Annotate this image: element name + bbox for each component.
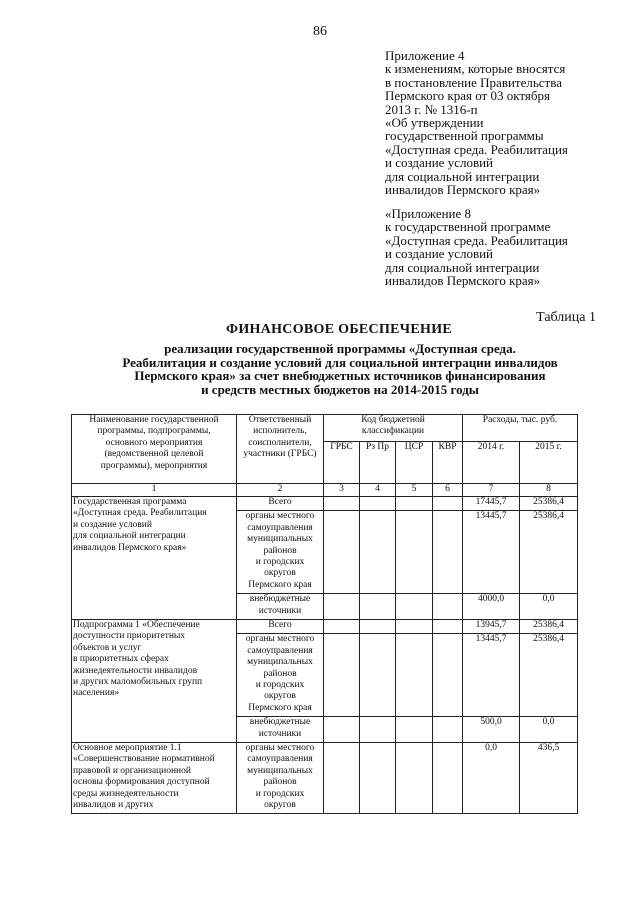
financing-table bbox=[71, 414, 578, 814]
expense-2015-cell: 25386,4 bbox=[520, 634, 578, 717]
executor-line: и городских bbox=[255, 557, 305, 568]
appendix-line: Приложение 4 bbox=[385, 48, 465, 63]
program-name-line: жизнедеятельности инвалидов bbox=[73, 665, 198, 676]
executor-line: самоуправления bbox=[247, 645, 313, 656]
program-name-line: инвалидов Пермского края» bbox=[73, 542, 187, 553]
header-rzpr: Рз Пр bbox=[360, 442, 396, 484]
executor-line: районов bbox=[263, 777, 297, 788]
expense-2015-cell: 25386,4 bbox=[520, 497, 578, 511]
code-kvr-cell bbox=[433, 619, 463, 633]
code-csr-cell bbox=[396, 634, 433, 717]
executor-cell bbox=[237, 594, 324, 620]
subheading-line: Реабилитация и создание условий для социальной интеграции инвалидов bbox=[122, 354, 558, 370]
code-csr-cell bbox=[396, 497, 433, 511]
program-name-line: населения» bbox=[73, 688, 120, 699]
executor-line: Пермского края bbox=[248, 702, 312, 713]
executor-line: муниципальных bbox=[247, 765, 313, 776]
code-csr-cell bbox=[396, 619, 433, 633]
col-number: 7 bbox=[463, 484, 520, 497]
executor-line: и городских bbox=[255, 788, 305, 799]
executor-line: муниципальных bbox=[247, 657, 313, 668]
code-grbs-cell bbox=[324, 619, 360, 633]
code-grbs-cell bbox=[324, 511, 360, 594]
program-name-line: и создание условий bbox=[73, 519, 152, 530]
executor-line: округов bbox=[264, 691, 296, 702]
document-heading: ФИНАНСОВОЕ ОБЕСПЕЧЕНИЕ bbox=[226, 322, 453, 337]
appendix-line: 2013 г. № 1316-п bbox=[385, 101, 478, 117]
col-number: 1 bbox=[72, 484, 237, 497]
program-name-line: для социальной интеграции bbox=[73, 531, 186, 542]
executor-cell bbox=[237, 511, 324, 594]
code-kvr-cell bbox=[433, 717, 463, 743]
col-number: 4 bbox=[360, 484, 396, 497]
executor-line: органы местного bbox=[245, 511, 315, 522]
subheading-line: и средств местных бюджетов на 2014-2015 годы bbox=[201, 381, 479, 397]
program-name-cell bbox=[72, 742, 237, 813]
program-name-line: объектов и услуг bbox=[73, 642, 142, 653]
col-number: 6 bbox=[433, 484, 463, 497]
executor-cell bbox=[237, 717, 324, 743]
program-name-line: Государственная программа bbox=[73, 497, 187, 507]
executor-line: округов bbox=[264, 568, 296, 579]
document-subheading bbox=[80, 342, 600, 396]
executor-line: самоуправления bbox=[247, 754, 313, 765]
executor-line: внебюджетные bbox=[249, 717, 311, 728]
appendix-line: «Об утверждении bbox=[385, 115, 484, 131]
code-csr-cell bbox=[396, 594, 433, 620]
executor-line: источники bbox=[258, 728, 302, 739]
program-name-line: Основное мероприятие 1.1 bbox=[73, 742, 182, 753]
col-number: 8 bbox=[520, 484, 578, 497]
expense-2014-cell: 13445,7 bbox=[463, 511, 520, 594]
appendix-line: «Доступная среда. Реабилитация bbox=[385, 232, 568, 248]
program-name-line: доступности приоритетных bbox=[73, 631, 186, 642]
page-number: 86 bbox=[313, 24, 327, 39]
executor-cell bbox=[237, 497, 324, 511]
appendix-line: для социальной интеграции bbox=[385, 259, 540, 275]
header-expenses: Расходы, тыс. руб. bbox=[463, 415, 578, 442]
executor-line: округов bbox=[264, 800, 296, 810]
code-kvr-cell bbox=[433, 511, 463, 594]
appendix-line: и создание условий bbox=[385, 246, 494, 262]
expense-2014-cell: 13445,7 bbox=[463, 634, 520, 717]
appendix-line: «Доступная среда. Реабилитация bbox=[385, 141, 568, 157]
appendix-line: в постановление Правительства bbox=[385, 74, 562, 90]
program-name-cell bbox=[72, 497, 237, 620]
executor-line: муниципальных bbox=[247, 534, 313, 545]
col-number: 2 bbox=[237, 484, 324, 497]
header-year-2014: 2014 г. bbox=[463, 442, 520, 484]
appendix-line: инвалидов Пермского края» bbox=[385, 273, 541, 289]
header-executor-column: Ответственный исполнитель, соисполнители, участники (ГРБС) bbox=[237, 415, 324, 484]
executor-line: источники bbox=[258, 605, 302, 616]
expense-2014-cell: 17445,7 bbox=[463, 497, 520, 511]
code-grbs-cell bbox=[324, 497, 360, 511]
code-kvr-cell bbox=[433, 497, 463, 511]
executor-line: и городских bbox=[255, 680, 305, 690]
expense-2015-cell: 0,0 bbox=[520, 594, 578, 620]
code-rzpr-cell bbox=[360, 634, 396, 717]
appendix-line: к изменениям, которые вносятся bbox=[385, 61, 566, 77]
table-row bbox=[72, 497, 578, 511]
header-kvr: КВР bbox=[433, 442, 463, 484]
appendix-4-block bbox=[385, 49, 625, 196]
program-name-line: правовой и организационной bbox=[73, 765, 191, 776]
code-grbs-cell bbox=[324, 594, 360, 620]
program-name-cell bbox=[72, 619, 237, 742]
table-header-row bbox=[72, 415, 578, 442]
code-rzpr-cell bbox=[360, 511, 396, 594]
executor-cell bbox=[237, 634, 324, 717]
header-csr: ЦСР bbox=[396, 442, 433, 484]
expense-2015-cell: 25386,4 bbox=[520, 619, 578, 633]
subheading-line: Пермского края» за счет внебюджетных источников финансирования bbox=[134, 368, 546, 383]
executor-line: органы местного bbox=[245, 742, 315, 753]
executor-cell bbox=[237, 619, 324, 633]
appendix-line: к государственной программе bbox=[385, 219, 551, 235]
expense-2014-cell: 0,0 bbox=[463, 742, 520, 813]
column-numbers-row bbox=[72, 484, 578, 497]
expense-2014-cell: 13945,7 bbox=[463, 619, 520, 633]
executor-line: Всего bbox=[268, 619, 292, 630]
code-kvr-cell bbox=[433, 634, 463, 717]
program-name-line: инвалидов и других bbox=[73, 800, 154, 810]
code-rzpr-cell bbox=[360, 742, 396, 813]
executor-line: районов bbox=[263, 545, 297, 556]
executor-line: органы местного bbox=[245, 634, 315, 645]
code-rzpr-cell bbox=[360, 594, 396, 620]
executor-line: самоуправления bbox=[247, 522, 313, 533]
table-label: Таблица 1 bbox=[536, 310, 596, 325]
executor-line: Пермского края bbox=[248, 579, 312, 590]
code-rzpr-cell bbox=[360, 619, 396, 633]
expense-2014-cell: 500,0 bbox=[463, 717, 520, 743]
code-rzpr-cell bbox=[360, 497, 396, 511]
expense-2015-cell: 25386,4 bbox=[520, 511, 578, 594]
header-year-2015: 2015 г. bbox=[520, 442, 578, 484]
program-name-line: «Совершенствование нормативной bbox=[73, 754, 215, 765]
code-kvr-cell bbox=[433, 594, 463, 620]
executor-cell bbox=[237, 742, 324, 813]
executor-line: Всего bbox=[268, 497, 292, 507]
program-name-line: основы формирования доступной bbox=[73, 777, 210, 788]
appendix-line: государственной программы bbox=[385, 128, 544, 144]
expense-2014-cell: 4000,0 bbox=[463, 594, 520, 620]
table-row bbox=[72, 742, 578, 813]
executor-line: районов bbox=[263, 668, 297, 679]
table-row bbox=[72, 619, 578, 633]
expense-2015-cell: 436,5 bbox=[520, 742, 578, 813]
expense-2015-cell: 0,0 bbox=[520, 717, 578, 743]
code-kvr-cell bbox=[433, 742, 463, 813]
code-csr-cell bbox=[396, 717, 433, 743]
appendix-line: и создание условий bbox=[385, 155, 494, 171]
program-name-line: в приоритетных сферах bbox=[73, 654, 169, 665]
col-number: 3 bbox=[324, 484, 360, 497]
program-name-line: и других маломобильных групп bbox=[73, 677, 203, 688]
header-name-column: Наименование государственной программы, подпрограммы, основного мероприятия (ведомственной целевой программы), мероприятия bbox=[72, 415, 237, 484]
code-grbs-cell bbox=[324, 717, 360, 743]
appendix-line: «Приложение 8 bbox=[385, 206, 472, 221]
appendix-line: инвалидов Пермского края» bbox=[385, 182, 541, 198]
program-name-line: Подпрограмма 1 «Обеспечение bbox=[73, 619, 200, 630]
appendix-8-block bbox=[385, 207, 625, 287]
executor-line: внебюджетные bbox=[249, 594, 311, 605]
col-number: 5 bbox=[396, 484, 433, 497]
program-name-line: среды жизнедеятельности bbox=[73, 788, 179, 799]
header-budget-code: Код бюджетной классификации bbox=[324, 415, 463, 442]
code-grbs-cell bbox=[324, 634, 360, 717]
appendix-line: Пермского края от 03 октября bbox=[385, 88, 550, 104]
code-rzpr-cell bbox=[360, 717, 396, 743]
appendix-line: для социальной интеграции bbox=[385, 168, 540, 184]
header-grbs: ГРБС bbox=[324, 442, 360, 484]
program-name-line: «Доступная среда. Реабилитация bbox=[73, 508, 207, 519]
code-csr-cell bbox=[396, 742, 433, 813]
subheading-line: реализации государственной программы «Доступная среда. bbox=[164, 341, 516, 356]
code-csr-cell bbox=[396, 511, 433, 594]
code-grbs-cell bbox=[324, 742, 360, 813]
